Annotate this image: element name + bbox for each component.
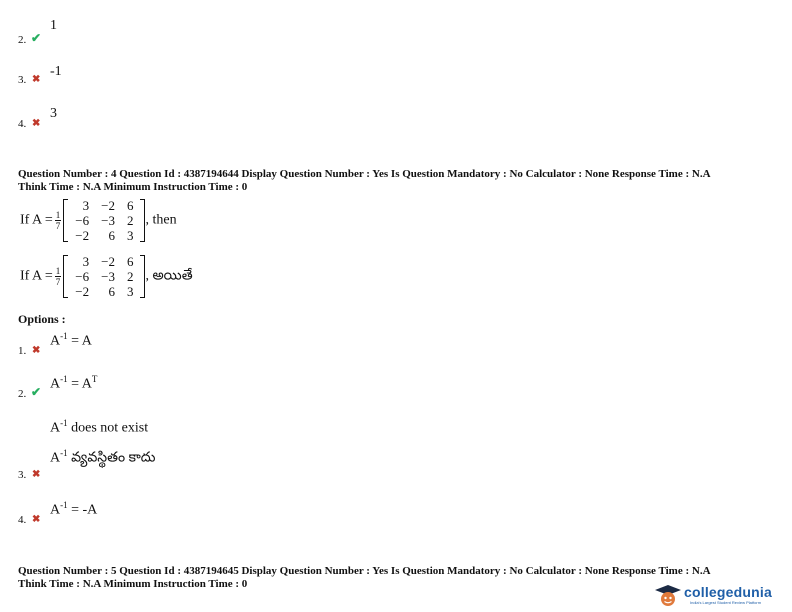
option-text: $A^{-1} = A$	[50, 331, 92, 349]
option-text-english: $A^{-1}$ does not exist	[50, 418, 149, 436]
question-stem-telugu	[20, 254, 193, 299]
wrong-cross-icon: ✖	[32, 469, 41, 480]
option-value: 3	[50, 106, 57, 121]
question-header-line-2: Think Time : N.A Minimum Instruction Time : 0	[18, 578, 248, 590]
logo-wordmark: collegedunia	[684, 584, 772, 600]
stem-prefix: If A =	[20, 268, 53, 284]
option-value: -1	[50, 64, 62, 79]
option-number: 3.	[18, 74, 27, 86]
collegedunia-logo	[654, 583, 788, 609]
stem-suffix: , then	[145, 212, 177, 228]
options-label: Options :	[18, 312, 66, 326]
matrix: 3 −2 6 −6 −3 2 −2 6 3	[63, 254, 145, 299]
fraction: $\frac{1}{7}$	[55, 210, 61, 231]
graduate-mascot-icon	[654, 584, 682, 608]
question-stem-english	[20, 198, 177, 243]
correct-check-icon: ✔	[31, 385, 42, 399]
option-value: 1	[50, 18, 57, 33]
option-text-telugu: $A^{-1}$ వ్యవస్థితం కాదు	[50, 448, 156, 466]
option-number: 2.	[18, 34, 27, 46]
wrong-cross-icon: ✖	[32, 345, 41, 356]
matrix: 3 −2 6 −6 −3 2 −2 6 3	[63, 198, 145, 243]
option-number: 2.	[18, 388, 27, 400]
option-text: $A^{-1} = A^T$	[50, 374, 98, 392]
stem-suffix: , అయితే	[145, 268, 193, 284]
option-text: $A^{-1} = -A$	[50, 500, 98, 518]
question-header-line-2: Think Time : N.A Minimum Instruction Time : 0	[18, 181, 248, 193]
option-number: 4.	[18, 118, 27, 130]
question-header-line-1: Question Number : 4 Question Id : 4387194644 Display Question Number : Yes Is Question Mandatory : No Calculator : None Response Time : N.A	[18, 168, 711, 180]
question-5-header	[18, 565, 711, 591]
wrong-cross-icon: ✖	[32, 74, 41, 85]
option-number: 4.	[18, 514, 27, 526]
wrong-cross-icon: ✖	[32, 514, 41, 525]
question-header-line-1: Question Number : 5 Question Id : 4387194645 Display Question Number : Yes Is Question Mandatory : No Calculator : None Response Time : N.A	[18, 565, 711, 577]
correct-check-icon: ✔	[31, 31, 42, 45]
fraction: $\frac{1}{7}$	[55, 266, 61, 287]
option-number: 1.	[18, 345, 27, 357]
question-4-header	[18, 168, 711, 194]
stem-prefix: If A =	[20, 212, 53, 228]
logo-tagline: India's Largest Student Review Platform	[690, 600, 762, 605]
option-number: 3.	[18, 469, 27, 481]
wrong-cross-icon: ✖	[32, 118, 41, 129]
